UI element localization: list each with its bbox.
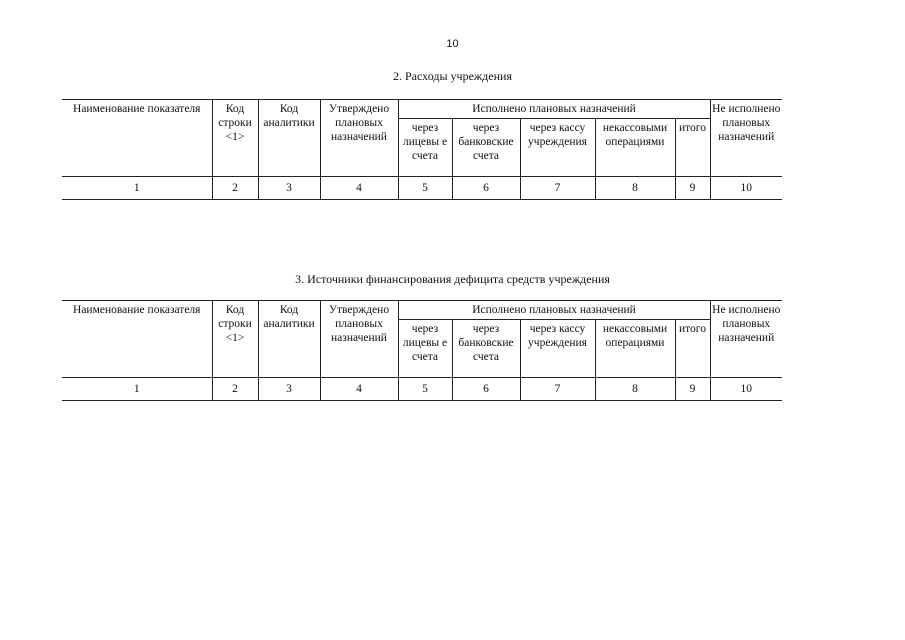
column-number: 3 bbox=[258, 177, 320, 200]
expenses-table bbox=[62, 99, 782, 200]
column-number: 4 bbox=[320, 378, 398, 401]
header-approved: Утверждено плановых назначений bbox=[320, 100, 398, 177]
column-number: 2 bbox=[212, 177, 258, 200]
column-number: 5 bbox=[398, 177, 452, 200]
column-number: 3 bbox=[258, 378, 320, 401]
column-number: 6 bbox=[452, 378, 520, 401]
page-number: 10 bbox=[446, 38, 459, 50]
column-number: 10 bbox=[710, 378, 782, 401]
column-number: 1 bbox=[62, 177, 212, 200]
column-number: 9 bbox=[675, 378, 710, 401]
header-approved: Утверждено плановых назначений bbox=[320, 301, 398, 378]
column-number: 6 bbox=[452, 177, 520, 200]
header-noncash-operations: некассовыми операциями bbox=[595, 119, 675, 177]
column-number: 8 bbox=[595, 177, 675, 200]
column-number: 2 bbox=[212, 378, 258, 401]
header-executed-group: Исполнено плановых назначений bbox=[398, 100, 710, 119]
column-number: 4 bbox=[320, 177, 398, 200]
column-number-row bbox=[62, 177, 782, 200]
header-via-bank-accounts: через банковские счета bbox=[452, 320, 520, 378]
header-indicator-name: Наименование показателя bbox=[62, 100, 212, 177]
column-number: 8 bbox=[595, 378, 675, 401]
header-via-personal-accounts: через лицевы е счета bbox=[398, 320, 452, 378]
header-indicator-name: Наименование показателя bbox=[62, 301, 212, 378]
header-total: итого bbox=[675, 320, 710, 378]
header-not-executed: Не исполнено плановых назначений bbox=[710, 301, 782, 378]
column-number: 7 bbox=[520, 177, 595, 200]
column-number-row bbox=[62, 378, 782, 401]
header-line-code: Код строки <1> bbox=[212, 100, 258, 177]
header-total: итого bbox=[675, 119, 710, 177]
header-via-personal-accounts: через лицевы е счета bbox=[398, 119, 452, 177]
column-number: 10 bbox=[710, 177, 782, 200]
header-executed-group: Исполнено плановых назначений bbox=[398, 301, 710, 320]
column-number: 5 bbox=[398, 378, 452, 401]
header-analytics-code: Код аналитики bbox=[258, 301, 320, 378]
column-number: 1 bbox=[62, 378, 212, 401]
column-number: 7 bbox=[520, 378, 595, 401]
header-noncash-operations: некассовыми операциями bbox=[595, 320, 675, 378]
header-analytics-code: Код аналитики bbox=[258, 100, 320, 177]
section-title-financing-sources: 3. Источники финансирования дефицита средств учреждения bbox=[295, 272, 610, 286]
header-not-executed: Не исполнено плановых назначений bbox=[710, 100, 782, 177]
section-title-expenses: 2. Расходы учреждения bbox=[393, 69, 512, 83]
header-via-cash-desk: через кассу учреждения bbox=[520, 320, 595, 378]
header-line-code: Код строки <1> bbox=[212, 301, 258, 378]
financing-sources-table bbox=[62, 300, 782, 401]
header-via-bank-accounts: через банковские счета bbox=[452, 119, 520, 177]
header-via-cash-desk: через кассу учреждения bbox=[520, 119, 595, 177]
column-number: 9 bbox=[675, 177, 710, 200]
